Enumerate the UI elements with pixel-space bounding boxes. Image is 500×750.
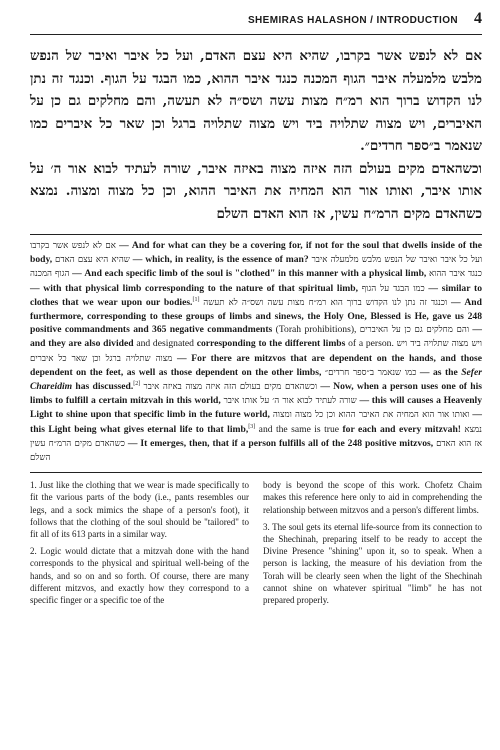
- page-number: 4: [474, 10, 482, 27]
- hebrew-lemma: והם מחלקים גם כן על האיברים: [359, 325, 470, 336]
- header-rule: [30, 34, 482, 35]
- hebrew-lemma: כמו הבגד על הגוף: [361, 283, 425, 294]
- translation: — and they are also divided: [30, 324, 482, 350]
- hebrew-lemma: אם לא לנפש אשר בקרבו: [30, 241, 116, 251]
- translation-note: and designated: [133, 338, 197, 350]
- translation: — this Light being what gives eternal life to that limb,: [30, 409, 482, 435]
- commentary-divider: [30, 234, 482, 235]
- footnote-2: 2. Logic would dictate that a mitzvah done with the hand corresponds to the physical and spiritual well-being of the hands, and so on and so forth. Of course, there are many different mitzvos, and exactly how they correspond to a specific finger or a specific toe of the: [30, 546, 249, 606]
- hebrew-lemma: ואותו אור הוא המחיה את האיבר ההוא וכן כל מצוה ומצוה: [272, 410, 470, 421]
- translation: — It emerges, then, that if a person fulfills all of the 248 positive mitzvos,: [124, 437, 434, 449]
- hebrew-lemma: כנגד איבר ההוא: [429, 269, 483, 280]
- translation-note: and the same is true: [255, 423, 343, 435]
- hebrew-lemma: אז הוא האדם השלם: [30, 438, 482, 464]
- translation-note: (Torah prohibitions),: [272, 324, 357, 336]
- footnote-ref: [1]: [192, 296, 200, 303]
- translation: — And for what can they be a covering for, if not for the soul that dwells inside of the body,: [30, 240, 482, 266]
- translation: — similar to clothes that we wear upon our bodies.: [30, 282, 483, 308]
- running-header: [30, 10, 482, 32]
- hebrew-lemma: נמצא כשהאדם מקים הרמ״ח עשין: [30, 424, 482, 449]
- footnote-1: 1. Just like the clothing that we wear is made specifically to fit the various parts of the body (i.e., pants resembles our legs, and a sock mimics the shape of a person's foot), it follows that the clothing of the soul should be "tailored" to fit all of its 613 parts in a similar way.: [30, 480, 249, 540]
- hebrew-lemma: ועל כל איבר ואיבר של הנפש מלבש מלמעלה איבר הגוף המכנה: [30, 255, 483, 280]
- translation: for each and every mitzvah!: [342, 423, 461, 435]
- translation: — Now, when a person uses one of his limbs to fulfill a certain mitzvah in this world,: [30, 381, 482, 407]
- translation: — with that physical limb corresponding to the nature of that spiritual limb,: [30, 282, 358, 294]
- footnotes: [30, 472, 482, 611]
- hebrew-lemma: שהיא היא עצם האדם: [55, 255, 130, 266]
- hebrew-main-text: [30, 45, 482, 225]
- english-commentary: [30, 239, 482, 465]
- hebrew-paragraph-2: וכשהאדם מקים בעולם הזה איזה מצוה באיזה איבר, שורה לעתיד לבוא אור ה׳ על אותו איבר, ואותו אור הוא המחיה את האיבר ההוא, וכן כל מצוה ומצוה. נמצא כשהאדם מקים הרמ״ח עשין, אז הוא האדם השלם: [30, 160, 482, 222]
- hebrew-lemma: שורה לעתיד לבוא אור ה׳ על אותו איבר: [223, 396, 357, 407]
- translation: — And each specific limb of the soul is "clothed" in this manner with a physical limb,: [69, 268, 427, 280]
- hebrew-paragraph-1: אם לא לנפש אשר בקרבו, שהיא היא עצם האדם, ועל כל איבר ואיבר של הנפש מלבש מלמעלה איבר הגוף המכנה כנגד איבר ההוא, כמו הבגד על הגוף. וכנגד זה נתן לנו הקדוש ברוך הוא רמ״ח מצות עשה ושס״ה לא תעשה, והם מחלקים גם כן על האיברים, ויש מצוה שתלויה ביד ויש מצוה שתלויה ברגל וכן שאר כל איברים כמו שנאמר ב״ספר חרדים״.: [30, 48, 482, 154]
- translation: — as the: [416, 366, 462, 378]
- footnote-3: 3. The soul gets its eternal life-source from its connection to the Shechinah, preparing itself to be ready to accept the Divine Presence "shining" upon it, so to speak. When a person is lacking, the measure of his deviation from the Torah will be clearly seen when the light of the Shechinah cannot shine on whatever spiritual "limb" he has not prepared properly.: [263, 521, 482, 606]
- translation: — this will causes a Heavenly Light to shine upon that specific limb in the future world,: [30, 395, 482, 421]
- running-title: SHEMIRAS HALASHON / INTRODUCTION: [247, 15, 458, 26]
- translation: — For there are mitzvos that are dependent on the hands, and those dependent on the feet, as well as those dependent on the other limbs,: [30, 352, 482, 378]
- footnote-2-continued: body is beyond the scope of this work. Chofetz Chaim makes this reference here only to aid in comprehending the relationship between mitzvos and a person's different limbs.: [263, 480, 482, 515]
- translation-note: of a person.: [345, 338, 394, 350]
- commentary-paragraph: [30, 239, 482, 465]
- footnotes-column-right: [263, 479, 482, 611]
- footnotes-column-left: [30, 479, 249, 611]
- hebrew-lemma: כמו שנאמר ב״ספר חרדים״: [324, 367, 417, 378]
- translation: has discussed.: [72, 381, 134, 393]
- hebrew-lemma: ויש מצוה שתלויה ביד ויש מצוה שתלויה ברגל וכן שאר כל איברים: [30, 339, 482, 364]
- hebrew-lemma: וכנגד זה נתן לנו הקדוש ברוך הוא רמ״ח מצות עשה ושס״ה לא תעשה: [203, 297, 448, 308]
- translation: — And furthermore, corresponding to these groups of limbs and sinews, the Holy One, Blessed is He, gave us 248 positive commandments and 365 negative commandments: [30, 296, 482, 336]
- translation: — which, in reality, is the essence of man?: [129, 254, 309, 266]
- hebrew-lemma: וכשהאדם מקים בעולם הזה איזה מצוה באיזה איבר: [143, 382, 318, 393]
- translation: corresponding to the different limbs: [196, 338, 346, 350]
- book-title: Sefer Chareidim: [30, 366, 482, 393]
- footnote-ref: [2]: [133, 380, 141, 387]
- footnote-ref: [3]: [248, 423, 256, 430]
